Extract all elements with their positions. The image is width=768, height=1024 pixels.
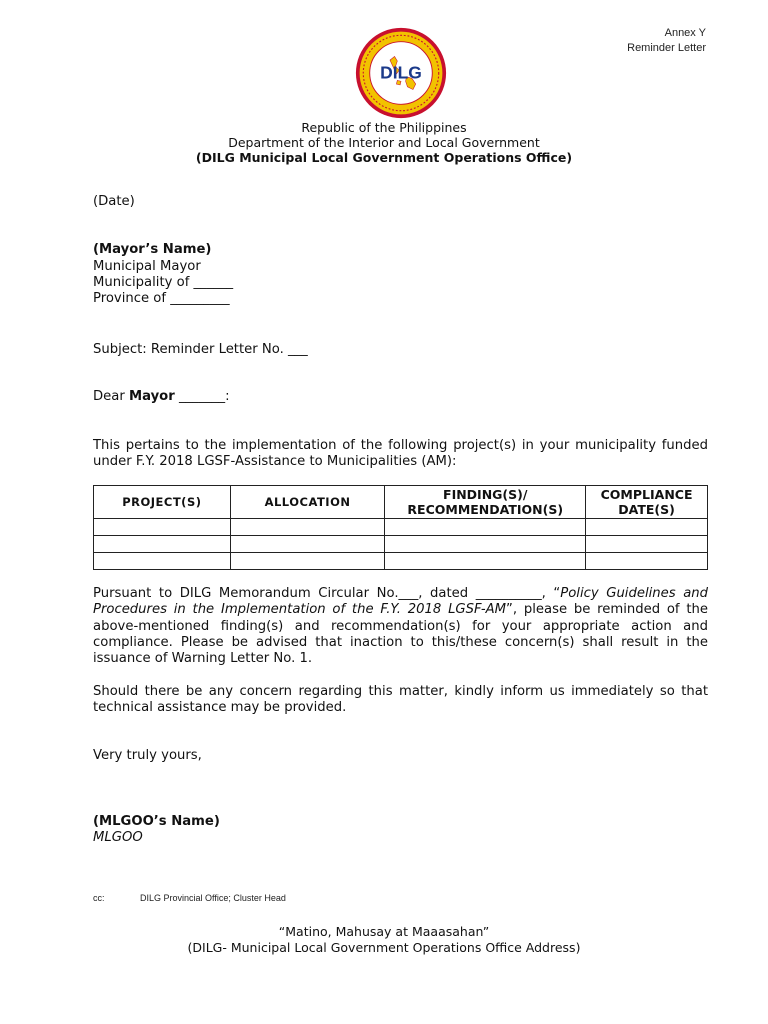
cc-line [93,893,286,903]
table-row [94,536,708,553]
memorandum-text-start: Pursuant to DILG Memorandum Circular No.___, dated __________, “ [93,586,561,601]
subject-line: Subject: Reminder Letter No. ___ [93,342,308,357]
assistance-paragraph: Should there be any concern regarding this matter, kindly inform us immediately so that technical assistance may be provided. [93,684,708,716]
cc-label: cc: [93,893,105,903]
municipality-line: Municipality of ______ [93,275,234,290]
mayor-name: (Mayor’s Name) [93,242,212,257]
province-line: Province of _________ [93,291,230,306]
memorandum-paragraph [93,586,708,667]
table-cell[interactable] [230,519,385,536]
table-cell[interactable] [586,536,708,553]
footer-motto: “Matino, Mahusay at Maaasahan” [278,924,490,939]
table-cell[interactable] [94,519,231,536]
letterhead-office: (DILG Municipal Local Government Operations Office) [195,150,573,165]
table-cell[interactable] [230,536,385,553]
header-projects: PROJECT(S) [94,486,231,519]
signatory-title: MLGOO [93,830,143,845]
footer-address: (DILG- Municipal Local Government Operations Office Address) [187,940,581,955]
annex-label [627,26,706,56]
header-findings: FINDING(S)/ RECOMMENDATION(S) [385,486,586,519]
seal-logo-text: DILG [380,62,422,83]
table-cell[interactable] [94,553,231,570]
table-cell[interactable] [586,519,708,536]
salutation-title: Mayor [128,389,175,404]
table-cell[interactable] [385,553,586,570]
letterhead-republic: Republic of the Philippines [301,120,467,135]
table-cell[interactable] [586,553,708,570]
table-header-row [94,486,708,519]
memorandum-title: Policy Guidelines and Procedures in the Implementation of the F.Y. 2018 LGSF-AM [93,586,709,618]
intro-paragraph: This pertains to the implementation of the following project(s) in your municipality funded under F.Y. 2018 LGSF-Assistance to Municipalities (AM): [93,438,708,470]
salutation [93,389,230,405]
table-cell[interactable] [94,536,231,553]
signatory-name: (MLGOO’s Name) [93,814,220,829]
mayor-position: Municipal Mayor [93,259,201,274]
header-compliance-date: COMPLIANCE DATE(S) [586,486,708,519]
header-allocation: ALLOCATION [230,486,385,519]
cc-recipients: DILG Provincial Office; Cluster Head [140,893,286,903]
table-cell[interactable] [385,519,586,536]
table-row [94,519,708,536]
closing-line: Very truly yours, [93,748,202,763]
annex-subtitle: Reminder Letter [627,42,706,54]
date-placeholder: (Date) [93,194,135,209]
salutation-suffix: _______: [174,389,230,404]
table-row [94,553,708,570]
table-cell[interactable] [385,536,586,553]
letterhead-department: Department of the Interior and Local Government [228,135,540,150]
annex-title: Annex Y [664,27,706,39]
table-cell[interactable] [230,553,385,570]
memorandum-text-end: ”, please be reminded of the above-mentioned finding(s) and recommendation(s) for your appropriate action and compliance. Please be advised that inaction to this/these concern(s) shall result in the issuance of Warning Letter No. 1. [93,602,708,667]
projects-table [93,485,708,570]
salutation-prefix: Dear [93,389,129,404]
dilg-seal-logo [355,27,447,119]
